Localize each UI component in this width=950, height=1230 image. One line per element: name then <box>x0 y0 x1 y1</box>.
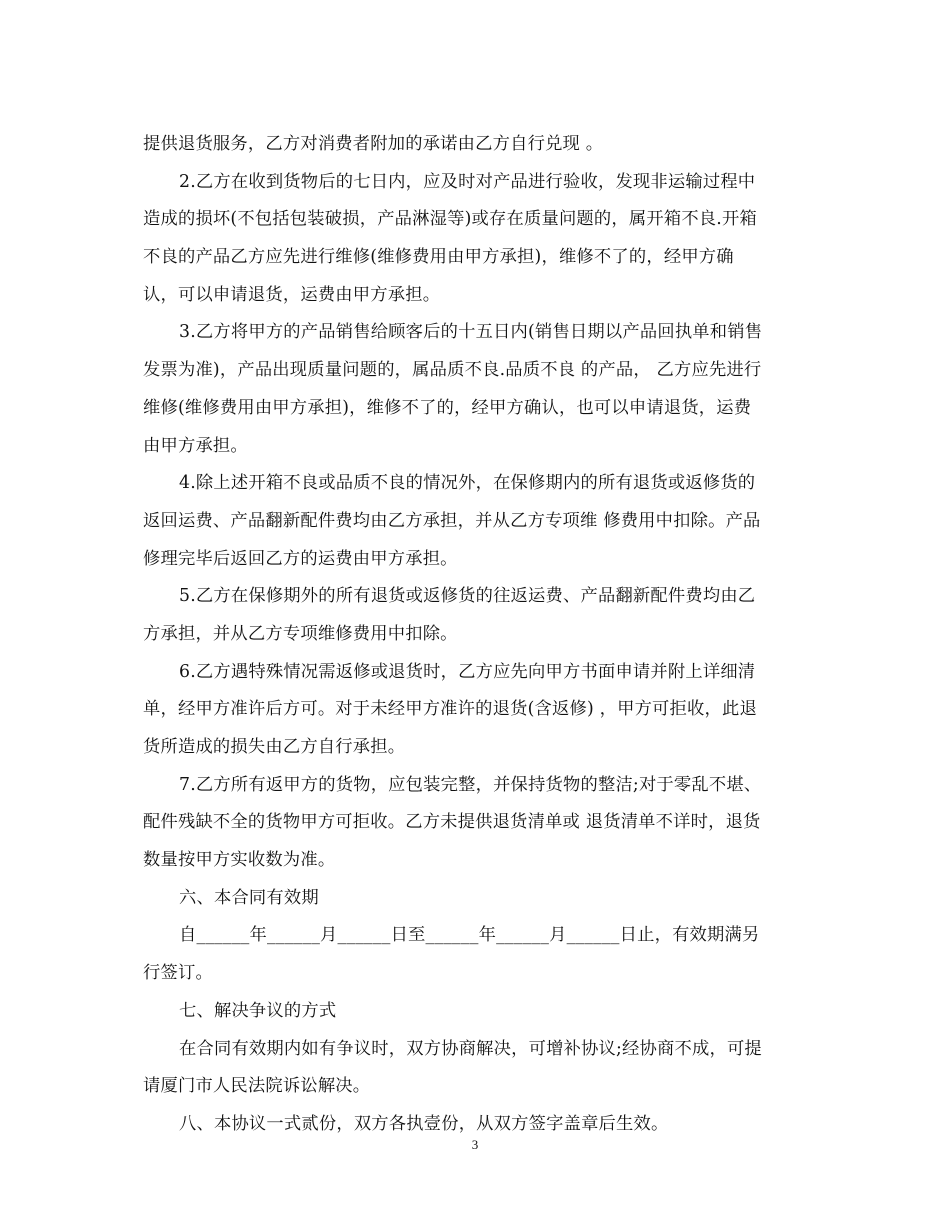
text-line: 方承担，并从乙方专项维修费用中扣除。 <box>143 623 458 644</box>
section-heading: 七、解决争议的方式 <box>179 1000 337 1021</box>
text-line: 行签订。 <box>143 963 213 984</box>
text-line: 请厦门市人民法院诉讼解决。 <box>143 1076 371 1097</box>
text-line: 返回运费、产品翻新配件费均由乙方承担，并从乙方专项维 修费用中扣除。产品 <box>143 510 761 531</box>
text-line: 配件残缺不全的货物甲方可拒收。乙方未提供退货清单或 退货清单不详时，退货 <box>143 812 761 833</box>
text-line: 5.乙方在保修期外的所有退货或返修货的往返运费、产品翻新配件费均由乙 <box>179 586 756 607</box>
text-line: 货所造成的损失由乙方自行承担。 <box>143 737 406 757</box>
text-line: 6.乙方遇特殊情况需返修或退货时，乙方应先向甲方书面申请并附上详细清 <box>179 661 756 682</box>
text-line: 发票为准)，产品出现质量问题的，属品质不良.品质不良 的产品， 乙方应先进行 <box>143 360 762 381</box>
text-line: 数量按甲方实收数为准。 <box>143 850 336 871</box>
text-line: 4.除上述开箱不良或品质不良的情况外，在保修期内的所有退货或返修货的 <box>179 473 756 494</box>
text-line: 7.乙方所有返甲方的货物，应包装完整，并保持货物的整洁;对于零乱不堪、 <box>179 774 762 795</box>
text-line: 在合同有效期内如有争议时，双方协商解决，可增补协议;经协商不成，可提 <box>179 1038 762 1059</box>
text-line: 造成的损坏(不包括包装破损，产品淋湿等)或存在质量问题的，属开箱不良.开箱 <box>143 209 757 230</box>
text-line: 由甲方承担。 <box>143 435 248 456</box>
text-line: 维修(维修费用由甲方承担)，维修不了的，经甲方确认，也可以申请退货，运费 <box>143 397 752 418</box>
text-line: 不良的产品乙方应先进行维修(维修费用由甲方承担)，维修不了的，经甲方确 <box>143 247 734 268</box>
document-body <box>143 126 803 1144</box>
page-number: 3 <box>471 1137 479 1152</box>
text-line: 修理完毕后返回乙方的运费由甲方承担。 <box>143 548 458 569</box>
text-line: 认，可以申请退货，运费由甲方承担。 <box>143 284 441 305</box>
text-line: 提供退货服务，乙方对消费者附加的承诺由乙方自行兑现 。 <box>143 134 604 154</box>
text-line: 2.乙方在收到货物后的七日内，应及时对产品进行验收，发现非运输过程中 <box>179 171 756 192</box>
text-line: 自______年______月______日至______年______月______日止，有效期满另 <box>179 925 760 946</box>
text-line: 3.乙方将甲方的产品销售给顾客后的十五日内(销售日期以产品回执单和销售 <box>179 322 763 343</box>
text-line: 单，经甲方准许后方可。对于未经甲方准许的退货(含返修) ，甲方可拒收，此退 <box>143 699 757 720</box>
section-heading: 八、本协议一式贰份，双方各执壹份，从双方签字盖章后生效。 <box>179 1113 669 1134</box>
section-heading: 六、本合同有效期 <box>179 887 319 908</box>
